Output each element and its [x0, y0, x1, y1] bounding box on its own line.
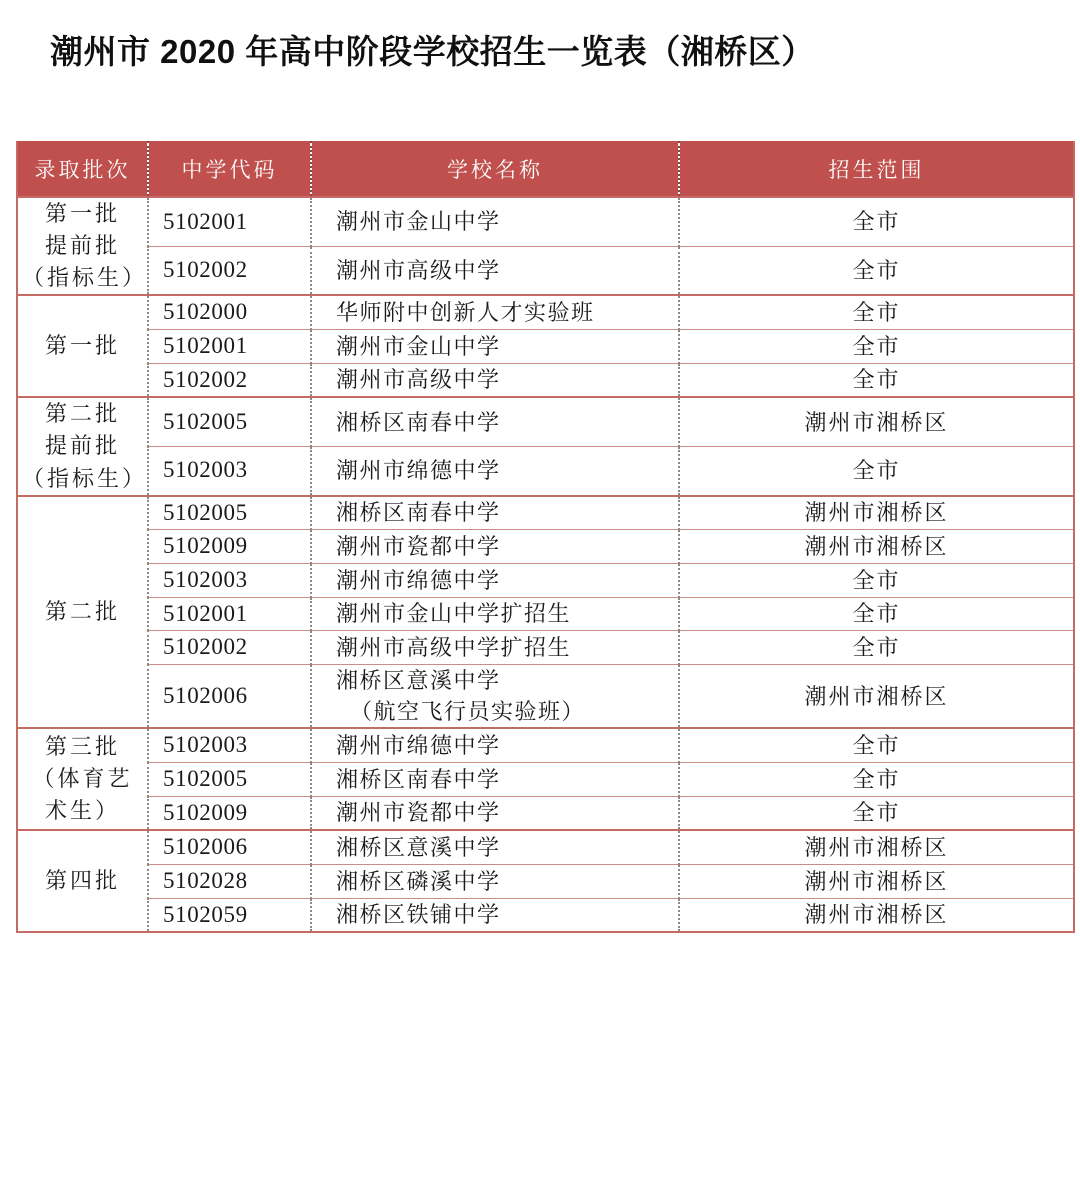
batch-group-cell: [17, 295, 148, 397]
school-code-cell: 5102005: [148, 763, 311, 797]
admission-scope-cell: 全市: [679, 295, 1074, 329]
batch-label-line: 提前批: [44, 433, 120, 459]
school-name-line: 湘桥区铁铺中学: [336, 902, 501, 928]
table-header-row: [17, 141, 1074, 197]
batch-group-cell: [17, 830, 148, 932]
school-name-line: 潮州市瓷都中学: [336, 533, 501, 559]
school-name-line: 湘桥区磷溪中学: [336, 868, 501, 894]
batch-label-line: 第二批: [44, 401, 120, 427]
admissions-table-container: [16, 141, 1073, 933]
admission-scope-cell: 潮州市湘桥区: [679, 898, 1074, 932]
school-code-cell: 5102003: [148, 728, 311, 762]
admission-scope-cell: 全市: [679, 728, 1074, 762]
school-name-cell: [311, 830, 679, 864]
batch-label-line: 第三批: [44, 734, 120, 760]
school-name-line: 湘桥区南春中学: [336, 766, 501, 792]
school-name-cell: [311, 865, 679, 899]
school-name-cell: [311, 563, 679, 597]
admissions-table: [16, 141, 1075, 933]
school-name-line: 潮州市金山中学扩招生: [336, 601, 572, 627]
table-row: [17, 830, 1074, 864]
school-name-line: 潮州市瓷都中学: [336, 800, 501, 826]
school-code-cell: 5102003: [148, 446, 311, 495]
school-name-line: 潮州市绵德中学: [336, 458, 501, 484]
school-name-line: 潮州市绵德中学: [336, 567, 501, 593]
school-name-cell: [311, 363, 679, 397]
admission-scope-cell: 全市: [679, 563, 1074, 597]
table-row: [17, 796, 1074, 830]
school-name-line: 潮州市金山中学: [336, 333, 501, 359]
batch-label-line: 提前批: [44, 233, 120, 259]
batch-group-cell: [17, 397, 148, 495]
school-code-cell: 5102002: [148, 363, 311, 397]
table-row: [17, 363, 1074, 397]
table-row: [17, 446, 1074, 495]
admission-scope-cell: 潮州市湘桥区: [679, 830, 1074, 864]
table-body: [17, 197, 1074, 932]
admission-scope-cell: 潮州市湘桥区: [679, 397, 1074, 446]
admission-scope-cell: 潮州市湘桥区: [679, 664, 1074, 728]
school-name-cell: [311, 728, 679, 762]
school-name-line-secondary: （航空飞行员实验班）: [350, 699, 586, 725]
table-row: [17, 197, 1074, 246]
school-code-cell: 5102028: [148, 865, 311, 899]
school-name-cell: [311, 664, 679, 728]
admission-scope-cell: 全市: [679, 446, 1074, 495]
table-row: [17, 763, 1074, 797]
table-row: [17, 329, 1074, 363]
column-header-batch: 录取批次: [17, 141, 148, 197]
batch-label-line: 第一批: [44, 333, 120, 359]
school-name-cell: [311, 763, 679, 797]
table-row: [17, 664, 1074, 728]
school-code-cell: 5102001: [148, 197, 311, 246]
school-code-cell: 5102001: [148, 597, 311, 631]
table-row: [17, 865, 1074, 899]
batch-label-line: （体育艺: [32, 766, 133, 792]
school-code-cell: 5102059: [148, 898, 311, 932]
school-name-cell: [311, 530, 679, 564]
admission-scope-cell: 全市: [679, 363, 1074, 397]
school-name-line: 湘桥区南春中学: [336, 500, 501, 526]
column-header-code: 中学代码: [148, 141, 311, 197]
admission-scope-cell: 全市: [679, 631, 1074, 665]
school-name-line: 湘桥区意溪中学: [336, 667, 501, 693]
table-row: [17, 246, 1074, 295]
school-name-cell: [311, 898, 679, 932]
table-row: [17, 898, 1074, 932]
school-name-line: 潮州市高级中学: [336, 257, 501, 283]
admission-scope-cell: 潮州市湘桥区: [679, 865, 1074, 899]
school-name-cell: [311, 496, 679, 530]
batch-label-line: 第一批: [44, 201, 120, 226]
school-name-line: 潮州市金山中学: [336, 209, 501, 235]
admission-scope-cell: 全市: [679, 197, 1074, 246]
admission-scope-cell: 潮州市湘桥区: [679, 530, 1074, 564]
table-row: [17, 728, 1074, 762]
school-name-cell: [311, 295, 679, 329]
school-name-cell: [311, 397, 679, 446]
batch-label-line: 第二批: [44, 598, 120, 624]
admission-scope-cell: 潮州市湘桥区: [679, 496, 1074, 530]
column-header-school: 学校名称: [311, 141, 679, 197]
school-name-line: 湘桥区意溪中学: [336, 835, 501, 861]
admission-scope-cell: 全市: [679, 246, 1074, 295]
school-name-cell: [311, 597, 679, 631]
school-code-cell: 5102006: [148, 664, 311, 728]
column-header-scope: 招生范围: [679, 141, 1074, 197]
school-code-cell: 5102005: [148, 397, 311, 446]
school-code-cell: 5102006: [148, 830, 311, 864]
school-name-cell: [311, 246, 679, 295]
batch-label-line: （指标生）: [22, 265, 148, 291]
school-name-cell: [311, 197, 679, 246]
school-code-cell: 5102005: [148, 496, 311, 530]
admission-scope-cell: 全市: [679, 763, 1074, 797]
school-name-line: 潮州市绵德中学: [336, 733, 501, 759]
school-code-cell: 5102000: [148, 295, 311, 329]
school-name-cell: [311, 446, 679, 495]
table-row: [17, 496, 1074, 530]
school-name-line: 华师附中创新人才实验班: [336, 300, 595, 326]
page-title: 潮州市 2020 年高中阶段学校招生一览表（湘桥区）: [50, 33, 815, 70]
school-code-cell: 5102002: [148, 246, 311, 295]
school-name-cell: [311, 329, 679, 363]
batch-group-cell: [17, 728, 148, 830]
school-code-cell: 5102009: [148, 530, 311, 564]
table-row: [17, 563, 1074, 597]
batch-group-cell: [17, 496, 148, 729]
school-name-line: 湘桥区南春中学: [336, 409, 501, 435]
batch-label-line: 术生）: [44, 798, 120, 824]
batch-group-cell: [17, 197, 148, 295]
school-code-cell: 5102001: [148, 329, 311, 363]
admission-scope-cell: 全市: [679, 597, 1074, 631]
school-name-cell: [311, 631, 679, 665]
admission-scope-cell: 全市: [679, 329, 1074, 363]
school-code-cell: 5102002: [148, 631, 311, 665]
table-header: [17, 141, 1074, 197]
school-name-cell: [311, 796, 679, 830]
table-row: [17, 631, 1074, 665]
school-code-cell: 5102009: [148, 796, 311, 830]
school-name-line: 潮州市高级中学: [336, 367, 501, 393]
school-name-line: 潮州市高级中学扩招生: [336, 634, 572, 660]
admission-scope-cell: 全市: [679, 796, 1074, 830]
batch-label-line: （指标生）: [22, 465, 148, 491]
school-code-cell: 5102003: [148, 563, 311, 597]
table-row: [17, 397, 1074, 446]
table-row: [17, 530, 1074, 564]
table-row: [17, 597, 1074, 631]
table-row: [17, 295, 1074, 329]
batch-label-line: 第四批: [44, 868, 120, 894]
